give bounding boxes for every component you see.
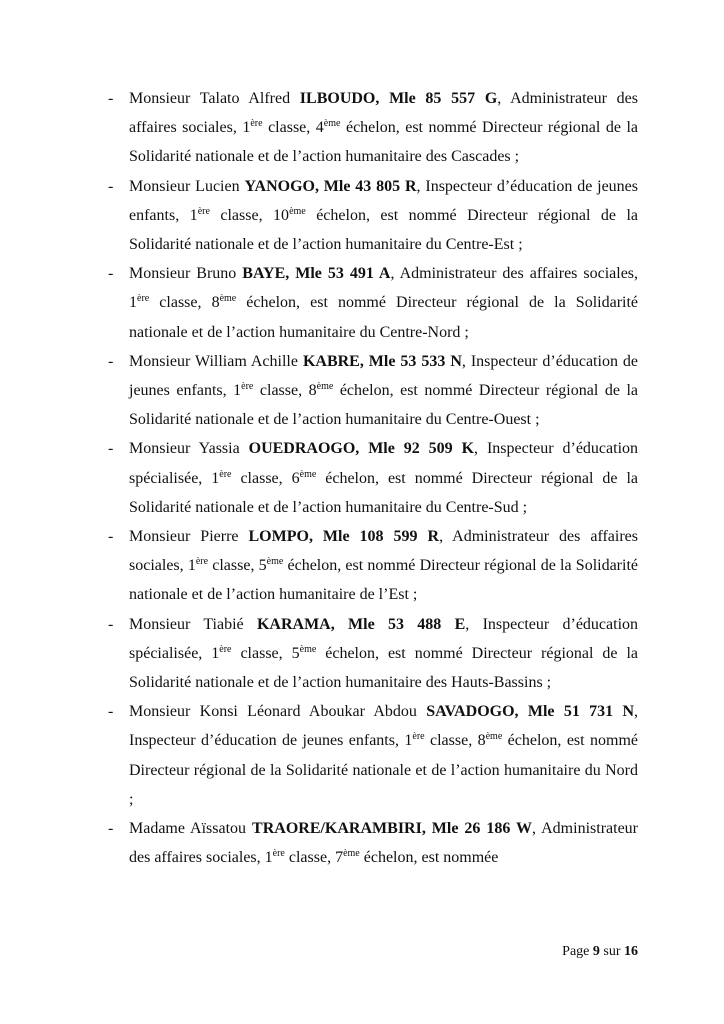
person-name: YANOGO, Mle 43 805 R [244,177,417,195]
grade-text: , Inspecteur d’éducation spécialisée, 1 [129,615,639,662]
person-name: KABRE, Mle 53 533 N [302,352,462,370]
class-superscript: ère [412,731,425,743]
appointment-text: échelon, est nommé Directeur régional de la Solidarité nationale et de l’action humanitaire du Centre-Est ; [129,206,639,254]
person-name: OUEDRAOGO, Mle 92 509 K [248,440,475,458]
class-superscript: ère [250,118,263,130]
echelon-superscript: ème [323,118,341,130]
person-title: Monsieur Yassia [129,440,240,458]
class-superscript: ère [219,643,232,655]
echelon-superscript: ème [219,293,237,305]
person-title: Monsieur Konsi Léonard Aboukar Abdou [129,703,417,721]
appointment-list [0,84,724,872]
grade-text: classe, 4 [262,119,324,137]
page-number-footer [562,944,638,960]
person-title: Madame Aïssatou [129,820,247,838]
echelon-superscript: ème [266,556,284,568]
list-item [0,172,724,260]
appointment-text: échelon, est nommé Directeur régional de la Solidarité nationale et de l’action humanitaire des Cascades ; [129,119,639,166]
list-item [0,347,724,435]
grade-text: , Administrateur des affaires sociales, 1 [129,90,639,137]
list-dash: - [108,177,114,195]
grade-text: classe, 7 [284,849,344,867]
class-superscript: ère [195,556,209,568]
grade-text: classe, 8 [253,382,317,400]
grade-text: , Inspecteur d’éducation de jeunes enfants, 1 [129,703,639,750]
echelon-superscript: ème [343,848,360,860]
grade-text: classe, 8 [149,294,220,312]
person-name: ILBOUDO, Mle 85 557 G [299,90,498,107]
person-name: LOMPO, Mle 108 599 R [248,528,440,546]
person-name: BAYE, Mle 53 491 A [242,265,391,283]
appointment-text: échelon, est nommé Directeur régional de la Solidarité nationale et de l’action humanitaire du Centre-Nord ; [129,294,639,341]
class-superscript: ère [197,205,210,217]
echelon-superscript: ème [289,205,306,217]
grade-text: classe, 10 [209,206,290,224]
person-title: Monsieur Talato Alfred [129,90,291,107]
appointment-text: échelon, est nommé Directeur régional de la Solidarité nationale et de l’action humanitaire du Centre-Sud ; [129,469,639,516]
list-dash: - [108,528,114,546]
list-dash: - [108,352,114,370]
person-name: KARAMA, Mle 53 488 E [256,615,466,633]
appointment-text: échelon, est nommée [359,849,499,867]
list-dash: - [108,265,114,283]
person-title: Monsieur Tiabié [129,615,244,633]
list-dash: - [108,703,114,721]
list-item [0,259,724,347]
class-superscript: ère [241,381,254,393]
person-title: Monsieur Lucien [129,177,240,195]
grade-text: , Inspecteur d’éducation spécialisée, 1 [129,440,639,487]
grade-text: classe, 5 [231,644,300,662]
person-title: Monsieur William Achille [129,352,298,370]
grade-text: , Administrateur des affaires sociales, 1 [129,265,639,312]
list-dash: - [108,820,114,838]
list-dash: - [108,440,114,458]
list-dash: - [108,615,114,633]
grade-text: classe, 5 [208,557,267,575]
grade-text: , Administrateur des affaires sociales, 1 [129,820,638,867]
echelon-superscript: ème [316,381,334,393]
list-item [0,610,724,698]
class-superscript: ère [272,848,285,860]
list-dash: - [108,90,114,107]
of-label: sur [603,944,621,959]
appointment-text: échelon, est nommé Directeur régional de la Solidarité nationale et de l’action humanitaire du Centre-Ouest ; [129,382,638,429]
grade-text: classe, 8 [424,732,486,750]
grade-text: classe, 6 [231,469,300,487]
echelon-superscript: ème [299,643,317,655]
page-label: Page [562,944,590,959]
person-title: Monsieur Bruno [129,265,237,283]
person-name: TRAORE/KARAMBIRI, Mle 26 186 W [252,820,533,838]
list-item [0,697,724,814]
list-item [0,434,724,522]
appointment-text: échelon, est nommé Directeur régional de la Solidarité nationale et de l’action humanitaire de l’Est ; [129,557,638,604]
grade-text: , Inspecteur d’éducation de jeunes enfants, 1 [129,177,639,224]
current-page-number: 9 [592,944,600,959]
list-item [0,522,724,610]
class-superscript: ère [219,468,232,480]
grade-text: , Inspecteur d’éducation de jeunes enfants, 1 [129,352,639,400]
person-title: Monsieur Pierre [129,528,239,546]
echelon-superscript: ème [299,468,317,480]
echelon-superscript: ème [485,731,503,743]
class-superscript: ère [137,293,150,305]
list-item [0,84,724,172]
appointment-text: échelon, est nommé Directeur régional de la Solidarité nationale et de l’action humanitaire des Hauts-Bassins ; [129,644,639,692]
total-pages-number: 16 [624,944,638,959]
appointment-text: échelon, est nommé Directeur régional de la Solidarité nationale et de l’action humanitaire du Nord ; [129,732,638,808]
person-name: SAVADOGO, Mle 51 731 N [426,703,635,721]
grade-text: , Administrateur des affaires sociales, 1 [129,528,639,575]
list-item [0,814,724,872]
